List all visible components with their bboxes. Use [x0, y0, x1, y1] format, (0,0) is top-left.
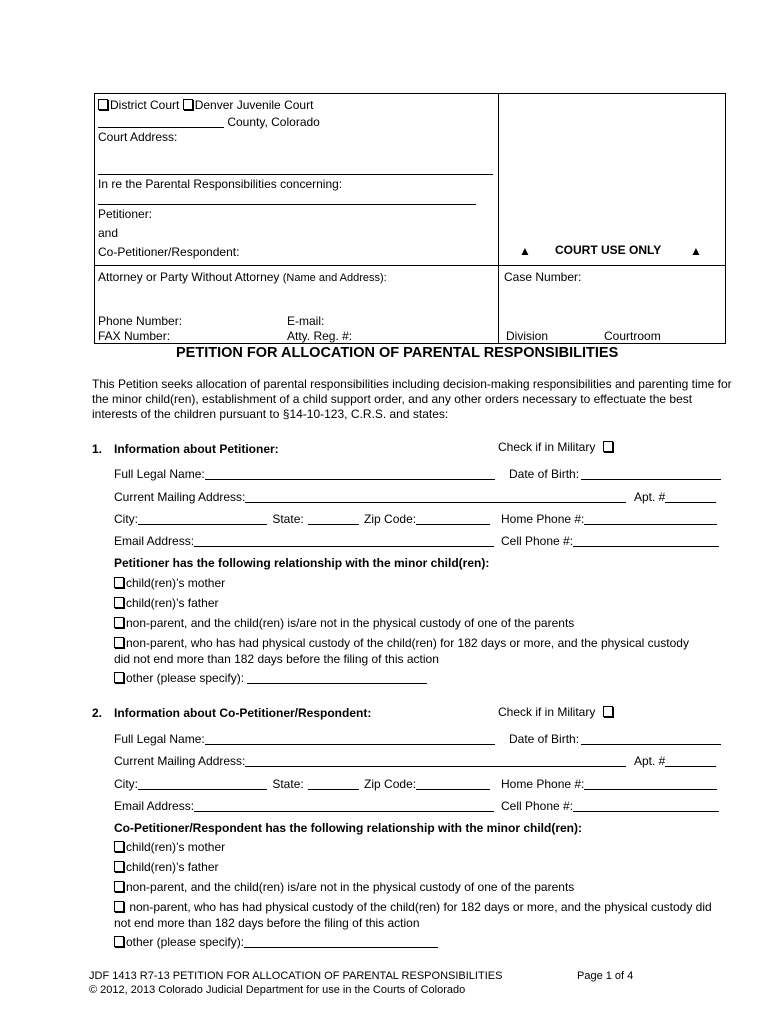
email-label: E-mail: — [287, 314, 325, 328]
father-label: child(ren)’s father — [126, 860, 219, 874]
email-field[interactable] — [194, 799, 494, 812]
city-field[interactable] — [138, 777, 267, 790]
nonparent-no-custody-checkbox[interactable] — [114, 617, 124, 628]
other-field[interactable] — [247, 671, 427, 684]
county-label: County, Colorado — [227, 115, 320, 129]
footer-copyright: © 2012, 2013 Colorado Judicial Department for use in the Courts of Colorado — [89, 984, 466, 996]
state-label: State: — [272, 512, 304, 526]
footer-page-number: Page 1 of 4 — [577, 970, 634, 982]
mother-label: child(ren)’s mother — [126, 840, 226, 854]
s1-option-nonparent-custody[interactable] — [114, 636, 689, 650]
s2-cell-row — [501, 799, 719, 813]
s2-option-nonparent-custody-cont: not end more than 182 days before the filing of this action — [114, 916, 420, 930]
co-petitioner-label: Co-Petitioner/Respondent: — [98, 245, 240, 259]
caption-center-divider — [498, 93, 499, 344]
cell-label: Cell Phone #: — [501, 799, 574, 813]
cell-field[interactable] — [573, 799, 719, 812]
s1-full-name-row — [114, 467, 495, 481]
city-label: City: — [114, 512, 138, 526]
s1-option-mother[interactable] — [114, 576, 225, 590]
full-name-field[interactable] — [205, 732, 495, 745]
caption-bottom-border — [94, 343, 725, 344]
dob-label: Date of Birth: — [509, 467, 580, 481]
in-re-label: In re the Parental Responsibilities concerning: — [98, 177, 343, 191]
s1-option-nonparent-custody-cont: did not end more than 182 days before the filing of this action — [114, 652, 439, 666]
mother-checkbox[interactable] — [114, 577, 124, 588]
section-1-heading: Information about Petitioner: — [114, 442, 279, 456]
s1-cell-row — [501, 534, 719, 548]
apt-field[interactable] — [665, 754, 716, 767]
up-triangle-icon: ▲ — [690, 244, 702, 258]
s2-email-row — [114, 799, 494, 813]
petitioner-rule — [98, 204, 476, 205]
zip-label: Zip Code: — [364, 777, 417, 791]
s1-mailing-row — [114, 490, 626, 504]
s2-apt-row — [634, 754, 716, 768]
zip-field[interactable] — [416, 777, 490, 790]
intro-paragraph: This Petition seeks allocation of parental responsibilities including decision-making responsibilities and parenting time for the minor child(ren), establishment of a child support order, and any other orders necessary to effectuate the best interests of the children pursuant to §14-10-123, C.R.S. and states: — [92, 377, 732, 421]
s1-option-other[interactable] — [114, 671, 427, 685]
other-checkbox[interactable] — [114, 936, 124, 947]
fax-label: FAX Number: — [98, 329, 171, 343]
email-label: Email Address: — [114, 799, 195, 813]
phone-label: Phone Number: — [98, 314, 183, 328]
in-re-rule — [98, 174, 493, 175]
section-2-heading: Information about Co-Petitioner/Respondent: — [114, 706, 372, 720]
mailing-field[interactable] — [245, 490, 626, 503]
apt-label: Apt. # — [634, 490, 666, 504]
nonparent-no-custody-label: non-parent, and the child(ren) is/are not in the physical custody of one of the parents — [126, 616, 575, 630]
district-court-checkbox[interactable] — [98, 99, 108, 110]
s2-mailing-row — [114, 754, 626, 768]
s2-relationship-heading: Co-Petitioner/Respondent has the following relationship with the minor child(ren): — [114, 821, 583, 835]
s1-city-row — [114, 512, 490, 526]
father-label: child(ren)’s father — [126, 596, 219, 610]
nonparent-custody-checkbox[interactable] — [114, 901, 124, 912]
full-name-label: Full Legal Name: — [114, 732, 205, 746]
s2-option-father[interactable] — [114, 860, 218, 874]
footer-form-id: JDF 1413 R7-13 PETITION FOR ALLOCATION OF PARENTAL RESPONSIBILITIES — [89, 970, 503, 982]
s2-dob-row — [509, 732, 721, 746]
county-field[interactable] — [98, 115, 224, 128]
state-field[interactable] — [308, 777, 359, 790]
nonparent-no-custody-checkbox[interactable] — [114, 881, 124, 892]
division-label: Division — [506, 329, 549, 343]
section-1-military — [498, 440, 615, 454]
county-line — [98, 115, 320, 129]
other-label: other (please specify): — [126, 671, 245, 685]
city-field[interactable] — [138, 512, 267, 525]
attorney-text: Attorney or Party Without Attorney — [98, 270, 280, 284]
s2-option-nonparent-custody[interactable] — [114, 900, 712, 914]
apt-field[interactable] — [665, 490, 716, 503]
section-2-number: 2. — [92, 706, 103, 720]
military-label: Check if in Military — [498, 440, 596, 454]
s2-home-phone-row — [501, 777, 717, 791]
section-1-number: 1. — [92, 442, 103, 456]
s2-option-nonparent-no-custody[interactable] — [114, 880, 574, 894]
dob-label: Date of Birth: — [509, 732, 580, 746]
court-address-label: Court Address: — [98, 130, 178, 144]
dob-field[interactable] — [581, 732, 721, 745]
mother-checkbox[interactable] — [114, 841, 124, 852]
nonparent-no-custody-label: non-parent, and the child(ren) is/are not in the physical custody of one of the parents — [126, 880, 575, 894]
petitioner-label: Petitioner: — [98, 207, 153, 221]
military-checkbox[interactable] — [603, 706, 613, 717]
s1-home-phone-row — [501, 512, 717, 526]
state-label: State: — [272, 777, 304, 791]
attorney-label — [98, 270, 387, 285]
s1-email-row — [114, 534, 494, 548]
cell-label: Cell Phone #: — [501, 534, 574, 548]
father-checkbox[interactable] — [114, 861, 124, 872]
father-checkbox[interactable] — [114, 597, 124, 608]
up-triangle-icon: ▲ — [519, 244, 531, 258]
s1-relationship-heading: Petitioner has the following relationship with the minor child(ren): — [114, 556, 490, 570]
full-name-label: Full Legal Name: — [114, 467, 205, 481]
mailing-label: Current Mailing Address: — [114, 490, 246, 504]
attorney-note: (Name and Address): — [282, 272, 387, 284]
and-label: and — [98, 226, 119, 240]
home-phone-label: Home Phone #: — [501, 512, 585, 526]
other-checkbox[interactable] — [114, 672, 124, 683]
zip-label: Zip Code: — [364, 512, 417, 526]
city-label: City: — [114, 777, 138, 791]
s1-option-father[interactable] — [114, 596, 218, 610]
caption-attorney-divider — [94, 265, 725, 266]
home-phone-field[interactable] — [584, 512, 717, 525]
caption-right-border — [725, 93, 726, 344]
s2-option-mother[interactable] — [114, 840, 225, 854]
section-2-military — [498, 705, 615, 719]
s1-apt-row — [634, 490, 716, 504]
s2-city-row — [114, 777, 490, 791]
email-field[interactable] — [194, 534, 494, 547]
caption-top-border — [94, 93, 725, 94]
mother-label: child(ren)’s mother — [126, 576, 226, 590]
mailing-field[interactable] — [245, 754, 626, 767]
other-field[interactable] — [244, 936, 438, 948]
military-checkbox[interactable] — [603, 441, 613, 452]
s1-option-nonparent-no-custody[interactable] — [114, 616, 574, 630]
dob-field[interactable] — [581, 467, 721, 480]
zip-field[interactable] — [416, 512, 490, 525]
apt-label: Apt. # — [634, 754, 666, 768]
nonparent-custody-label: non-parent, who has had physical custody of the child(ren) for 182 days or more, and the physical custody did — [126, 900, 712, 914]
state-field[interactable] — [308, 512, 359, 525]
case-number-label: Case Number: — [504, 270, 582, 284]
page-title: PETITION FOR ALLOCATION OF PARENTAL RESPONSIBILITIES — [176, 345, 619, 361]
juvenile-court-label: Denver Juvenile Court — [194, 98, 314, 112]
court-type-line — [98, 98, 313, 112]
courtroom-label: Courtroom — [604, 329, 661, 343]
district-court-label: District Court — [110, 98, 180, 112]
cell-field[interactable] — [573, 534, 719, 547]
nonparent-custody-label: non-parent, who has had physical custody of the child(ren) for 182 days or more, and the physical custody — [126, 636, 689, 650]
mailing-label: Current Mailing Address: — [114, 754, 246, 768]
home-phone-field[interactable] — [584, 777, 717, 790]
atty-reg-label: Atty. Reg. #: — [287, 329, 353, 343]
military-label: Check if in Military — [498, 705, 596, 719]
s2-full-name-row — [114, 732, 495, 746]
other-label: other (please specify): — [126, 935, 245, 949]
caption-left-border — [94, 93, 95, 344]
court-use-only-label: COURT USE ONLY — [555, 243, 662, 257]
email-label: Email Address: — [114, 534, 195, 548]
s2-option-other[interactable] — [114, 935, 438, 949]
juvenile-court-checkbox[interactable] — [183, 99, 193, 110]
full-name-field[interactable] — [205, 467, 495, 480]
nonparent-custody-checkbox[interactable] — [114, 637, 124, 648]
home-phone-label: Home Phone #: — [501, 777, 585, 791]
s1-dob-row — [509, 467, 721, 481]
